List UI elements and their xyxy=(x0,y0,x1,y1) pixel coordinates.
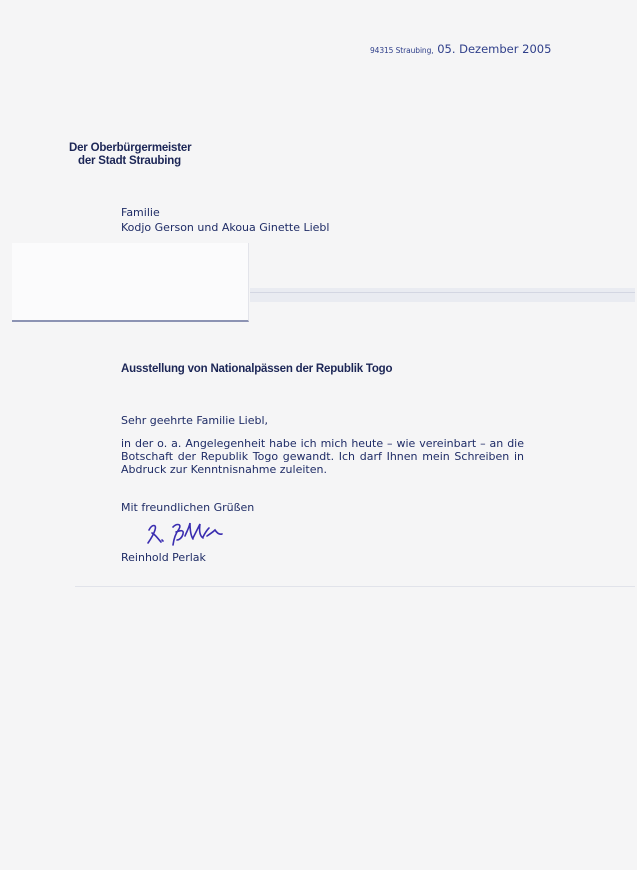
signer-name: Reinhold Perlak xyxy=(121,551,206,564)
body-paragraph: in der o. a. Angelegenheit habe ich mich heute – wie vereinbart – an die Botschaft der Republik Togo gewandt. Ich darf Ihnen mein Schreiben in Abdruck zur Kenntnisnahme zuleiten. xyxy=(121,437,524,476)
salutation: Sehr geehrte Familie Liebl, xyxy=(121,414,269,427)
date-line xyxy=(370,42,551,56)
sender-line-1: Der Oberbürgermeister xyxy=(69,142,192,154)
sender-line-2: der Stadt Straubing xyxy=(78,155,181,167)
subject-line: Ausstellung von Nationalpässen der Republik Togo xyxy=(121,363,393,375)
recipient-line-1: Familie xyxy=(121,206,160,219)
signature xyxy=(143,518,227,548)
recipient-line-2: Kodjo Gerson und Akoua Ginette Liebl xyxy=(121,220,330,234)
closing: Mit freundlichen Grüßen xyxy=(121,501,255,514)
sender-block xyxy=(69,142,191,168)
fold-line xyxy=(250,292,635,293)
date-place: 94315 Straubing, xyxy=(370,46,434,55)
letter-date: 05. Dezember 2005 xyxy=(437,42,552,56)
address-window-frame xyxy=(12,243,249,322)
recipient-address xyxy=(121,206,329,235)
scan-smudge xyxy=(250,288,635,302)
fold-line xyxy=(75,586,635,587)
